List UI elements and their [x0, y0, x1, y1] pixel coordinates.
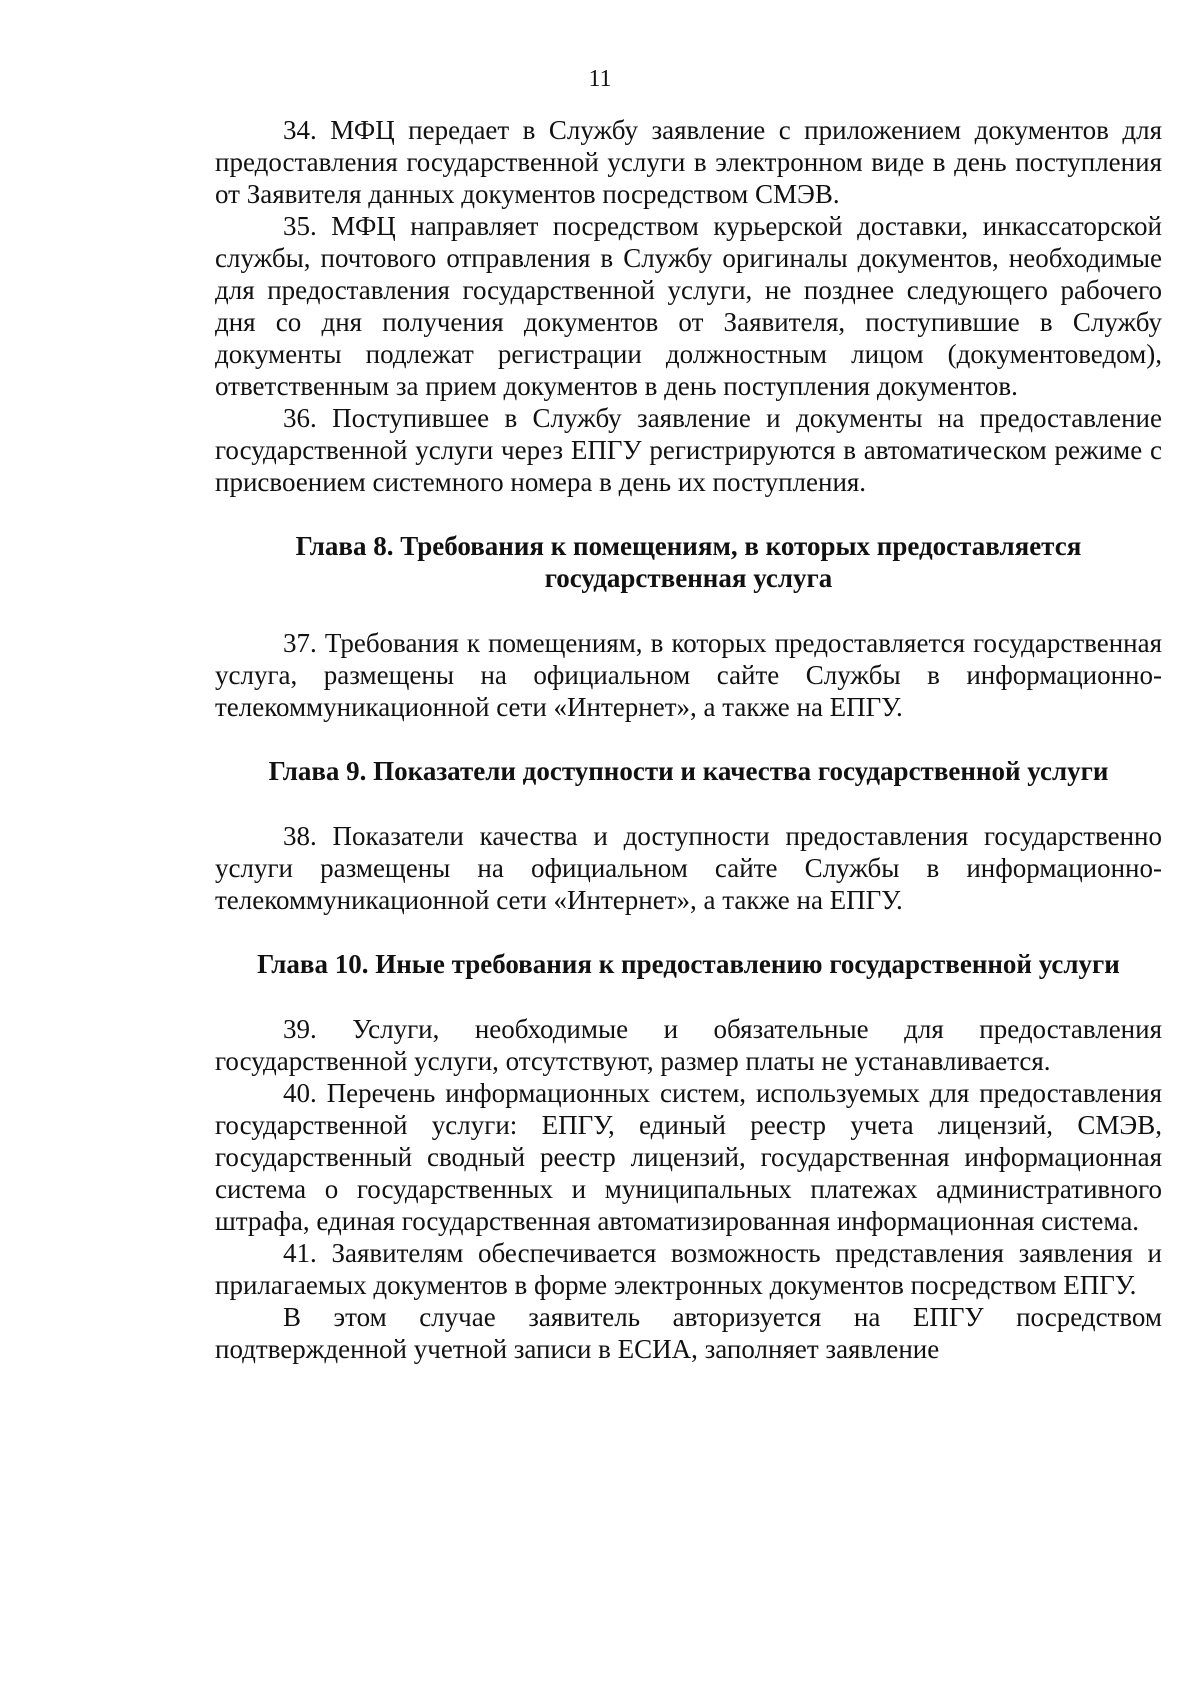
paragraph-41: 41. Заявителям обеспечивается возможность представления заявления и прилагаемых документов в форме электронных документов посредством ЕПГУ.	[215, 1238, 1162, 1300]
paragraph-40: 40. Перечень информационных систем, используемых для предоставления государственной услуги: ЕПГУ, единый реестр учета лицензий, СМЭВ, государственный сводный реестр лицензий, государственная информационная система о государственных и муниципальных платежах административного штрафа, единая государственная автоматизированная информационная система.	[215, 1078, 1162, 1236]
chapter-9-heading: Глава 9. Показатели доступности и качества государственной услуги	[268, 756, 1109, 786]
paragraph-34: 34. МФЦ передает в Службу заявление с приложением документов для предоставления государственной услуги в электронном виде в день поступления от Заявителя данных документов посредством СМЭВ.	[215, 115, 1162, 209]
paragraph-37: 37. Требования к помещениям, в которых предоставляется государственная услуга, размещены на официальном сайте Службы в информационно-телекоммуникационной сети «Интернет», а также на ЕПГУ.	[215, 628, 1162, 722]
paragraph-39: 39. Услуги, необходимые и обязательные для предоставления государственной услуги, отсутствуют, размер платы не устанавливается.	[215, 1014, 1162, 1076]
chapter-10-heading: Глава 10. Иные требования к предоставлению государственной услуги	[257, 949, 1120, 979]
paragraph-35: 35. МФЦ направляет посредством курьерской доставки, инкассаторской службы, почтового отправления в Службу оригиналы документов, необходимые для предоставления государственной услуги, не позднее следующего рабочего дня со дня получения документов от Заявителя, поступившие в Службу документы подлежат регистрации должностным лицом (документоведом), ответственным за прием документов в день поступления документов.	[215, 211, 1162, 401]
chapter-8-heading: Глава 8. Требования к помещениям, в которых предоставляется государственная услуга	[295, 531, 1082, 593]
document-body	[215, 114, 1162, 1365]
paragraph-41-continuation: В этом случае заявитель авторизуется на ЕПГУ посредством подтвержденной учетной записи в ЕСИА, заполняет заявление	[215, 1302, 1162, 1364]
page-number: 11	[588, 66, 612, 92]
paragraph-38: 38. Показатели качества и доступности предоставления государственно услуги размещены на официальном сайте Службы в информационно-телекоммуникационной сети «Интернет», а также на ЕПГУ.	[215, 821, 1162, 915]
paragraph-36: 36. Поступившее в Службу заявление и документы на предоставление государственной услуги через ЕПГУ регистрируются в автоматическом режиме с присвоением системного номера в день их поступления.	[215, 403, 1162, 497]
